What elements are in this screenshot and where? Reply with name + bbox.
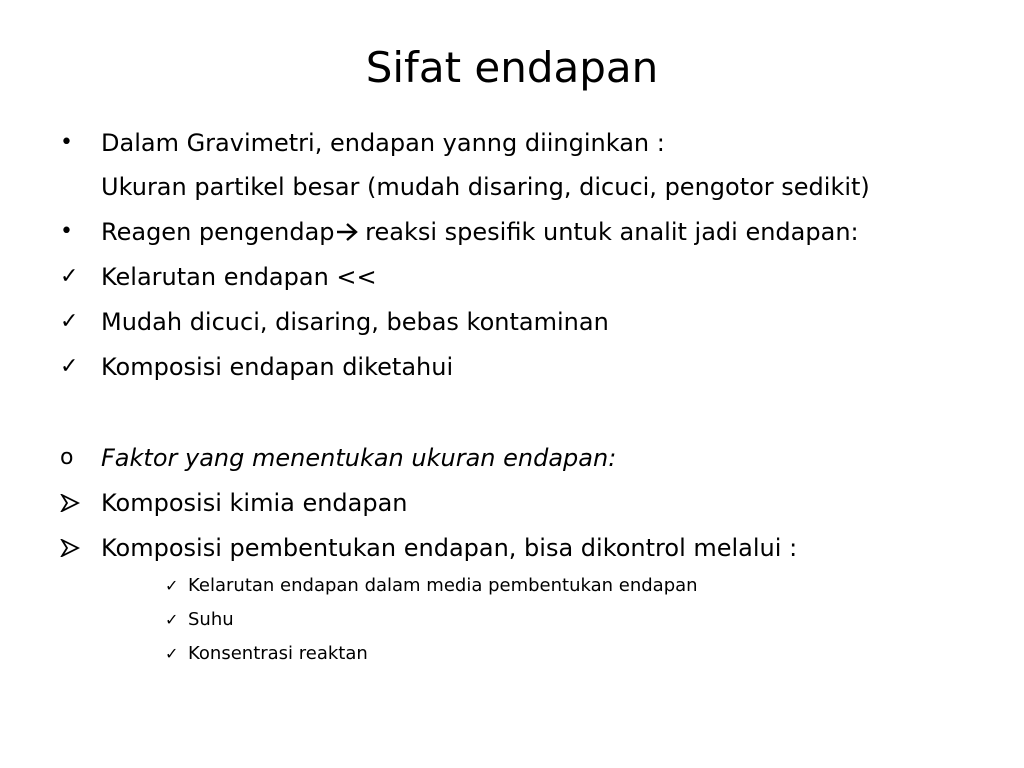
list-item [0,169,1024,205]
sub-list-item [0,573,1024,599]
list-item-text: Dalam Gravimetri, endapan yanng diinginkan : [101,129,665,157]
list-item-text: Kelarutan endapan << [101,263,377,291]
sub-list-item-text: Suhu [188,609,234,630]
text-after-arrow: reaksi spesifik untuk analit jadi endapan: [357,218,859,246]
checkmark-icon: ✓ [60,354,79,379]
list-item-text: Komposisi pembentukan endapan, bisa dikontrol melalui : [101,534,798,562]
list-item [0,530,1024,566]
list-item-text: Faktor yang menentukan ukuran endapan: [101,444,617,472]
text-before-arrow: Reagen pengendap [101,218,335,246]
sub-list-item-text: Konsentrasi reaktan [188,643,368,664]
list-item-text: Ukuran partikel besar (mudah disaring, dicuci, pengotor sedikit) [101,173,870,201]
list-item [0,349,1024,385]
list-item-text [101,214,859,250]
checkmark-icon: ✓ [165,610,179,629]
bullet-icon: • [60,219,73,244]
sub-list-item-text: Kelarutan endapan dalam media pembentukan endapan [188,575,698,596]
checkmark-icon: ✓ [165,576,179,595]
circle-bullet-icon: o [60,445,74,470]
slide-title: Sifat endapan [365,43,659,92]
sub-list-item [0,607,1024,633]
checkmark-icon: ✓ [60,309,79,334]
list-item [0,304,1024,340]
list-item-text: Mudah dicuci, disaring, bebas kontaminan [101,308,609,336]
checkmark-icon: ✓ [60,264,79,289]
list-item [0,485,1024,521]
bullet-icon: • [60,130,73,155]
list-item [0,125,1024,161]
list-item [0,259,1024,295]
checkmark-icon: ✓ [165,644,179,663]
right-arrow-icon [336,222,358,242]
list-item [0,214,1024,250]
list-item-text: Komposisi endapan diketahui [101,353,454,381]
list-item [0,440,1024,476]
sub-list-item [0,641,1024,667]
list-item-text: Komposisi kimia endapan [101,489,408,517]
